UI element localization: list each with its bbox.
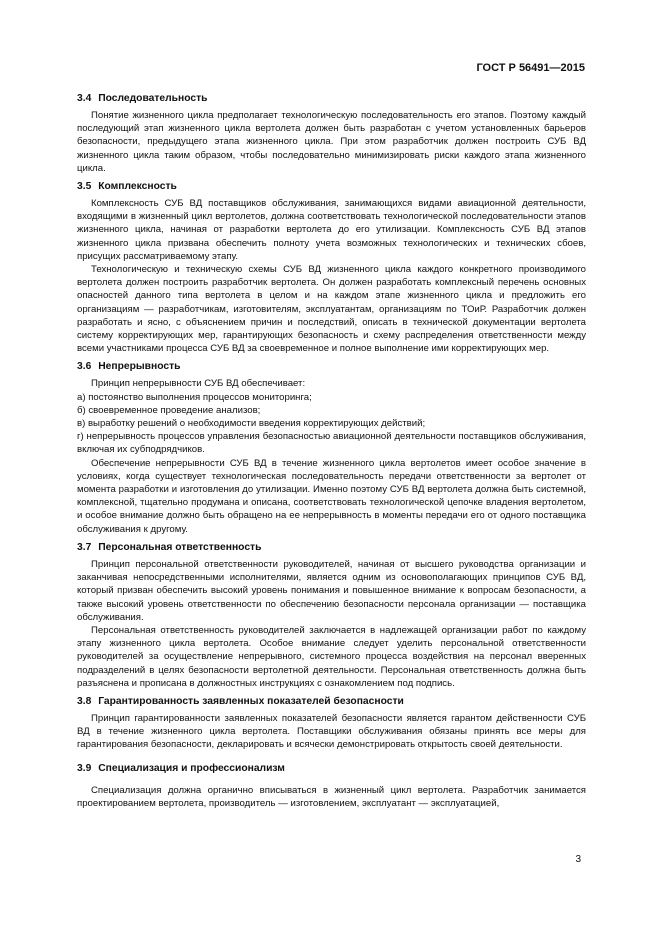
section-heading: 3.7 Персональная ответственность (77, 541, 262, 553)
section-heading: 3.6 Непрерывность (77, 361, 181, 373)
document-body (77, 92, 586, 810)
section-heading: 3.5 Комплексность (77, 181, 177, 193)
paragraph: Принцип непрерывности СУБ ВД обеспечивает: (91, 378, 306, 390)
list-item: а) постоянство выполнения процессов мониторинга; (77, 391, 312, 403)
paragraph: Технологическую и техническую схемы СУБ ВД жизненного цикла каждого конкретного производимого вертолета должен построить разработчик вертолета. Он должен разработать комплексный перечень основных опасностей данного типа вертолета в целом и на каждом этапе жизненного цикла и предложить его организациям — разработчикам, изготовителям, эксплуатантам, организациям по ТОиР. Разработчик должен разработать и ясно, с объяснением причин и последствий, описать в технической документации вертолета систему корректирующих мер, гарантирующих безопасность и схему распределения ответственности между всеми участниками процесса СУБ ВД за своевременное и полное выполнение ими корректирующих мер. (77, 264, 586, 355)
document-header: ГОСТ Р 56491—2015 (476, 62, 585, 74)
section-heading: 3.8 Гарантированность заявленных показателей безопасности (77, 695, 404, 707)
paragraph: Принцип гарантированности заявленных показателей безопасности является гарантом действенности СУБ ВД в течение жизненного цикла вертолета. Поставщики обслуживания обязаны принять все меры для гарантирования безопасности, декларировать и всячески демонстрировать открытость своей деятельности. (77, 712, 586, 751)
list-item: в) выработку решений о необходимости введения корректирующих действий; (77, 418, 426, 430)
paragraph: Комплексность СУБ ВД поставщиков обслуживания, занимающихся видами авиационной деятельности, входящими в жизненный цикл вертолетов, должна соответствовать технологической последовательности этапов жизненного цикла, начиная от разработки вертолета до его утилизации. Комплексность СУБ ВД этапов жизненного цикла призвана обеспечить полноту учета возможных технологических и технических сбоев, присущих рассматриваемому этапу. (77, 198, 586, 262)
section-heading: 3.9 Специализация и профессионализм (77, 762, 285, 774)
paragraph: Понятие жизненного цикла предполагает технологическую последовательность его этапов. Поэтому каждый последующий этап жизненного цикла вертолета должен быть разработан с учетом установленных барьеров безопасности, предыдущего этапа жизненного цикла. При этом разработчик должен построить СУБ ВД жизненного цикла таким образом, чтобы последовательно минимизировать риски каждого этапа жизненного цикла. (77, 110, 586, 174)
page-number: 3 (575, 854, 581, 865)
list (77, 391, 586, 457)
paragraph: Обеспечение непрерывности СУБ ВД в течение жизненного цикла вертолетов имеет особое значение в условиях, когда существует технологическая последовательность передачи ответственности за вертолет от момента разработки и изготовления до утилизации. Именно поэтому СУБ ВД вертолета должна быть системной, комплексной, тщательно продумана и описана, соответствовать технологической цепочке владения вертолетом, и особое внимание должно быть обращено на ее непрерывность в моменты передачи его от одного поставщика обслуживания к другому. (77, 457, 586, 535)
paragraph: Персональная ответственность руководителей заключается в надлежащей организации работ по каждому этапу жизненного цикла вертолета. Особое внимание следует уделить персональной ответственности руководителей за осуществление непрерывного, системного процесса воздействия на персонал вверенных подразделений в целях безопасности вертолетной деятельности. Персональная ответственность должна быть разъяснена и прописана в должностных инструкциях с ознакомлением под подпись. (77, 624, 586, 689)
list-item: б) своевременное проведение анализов; (77, 404, 261, 416)
paragraph: Специализация должна органично вписываться в жизненный цикл вертолета. Разработчик занимается проектированием вертолета, производитель — изготовлением, эксплуатант — эксплуатацией, (77, 784, 586, 809)
paragraph: Принцип персональной ответственности руководителей, начиная от высшего руководства организации и заканчивая непосредственными исполнителями, является одним из основополагающих принципов СУБ ВД, который призван обеспечить высокий уровень понимания и повышенное внимание к вопросам безопасности, а также высокий уровень ответственности по обеспечению безопасности персонала организации — поставщика обслуживания. (77, 558, 586, 623)
section-heading: 3.4 Последовательность (77, 93, 208, 104)
list-item: г) непрерывность процессов управления безопасностью авиационной деятельности поставщиков обслуживания, включая их субподрядчиков. (77, 431, 586, 456)
